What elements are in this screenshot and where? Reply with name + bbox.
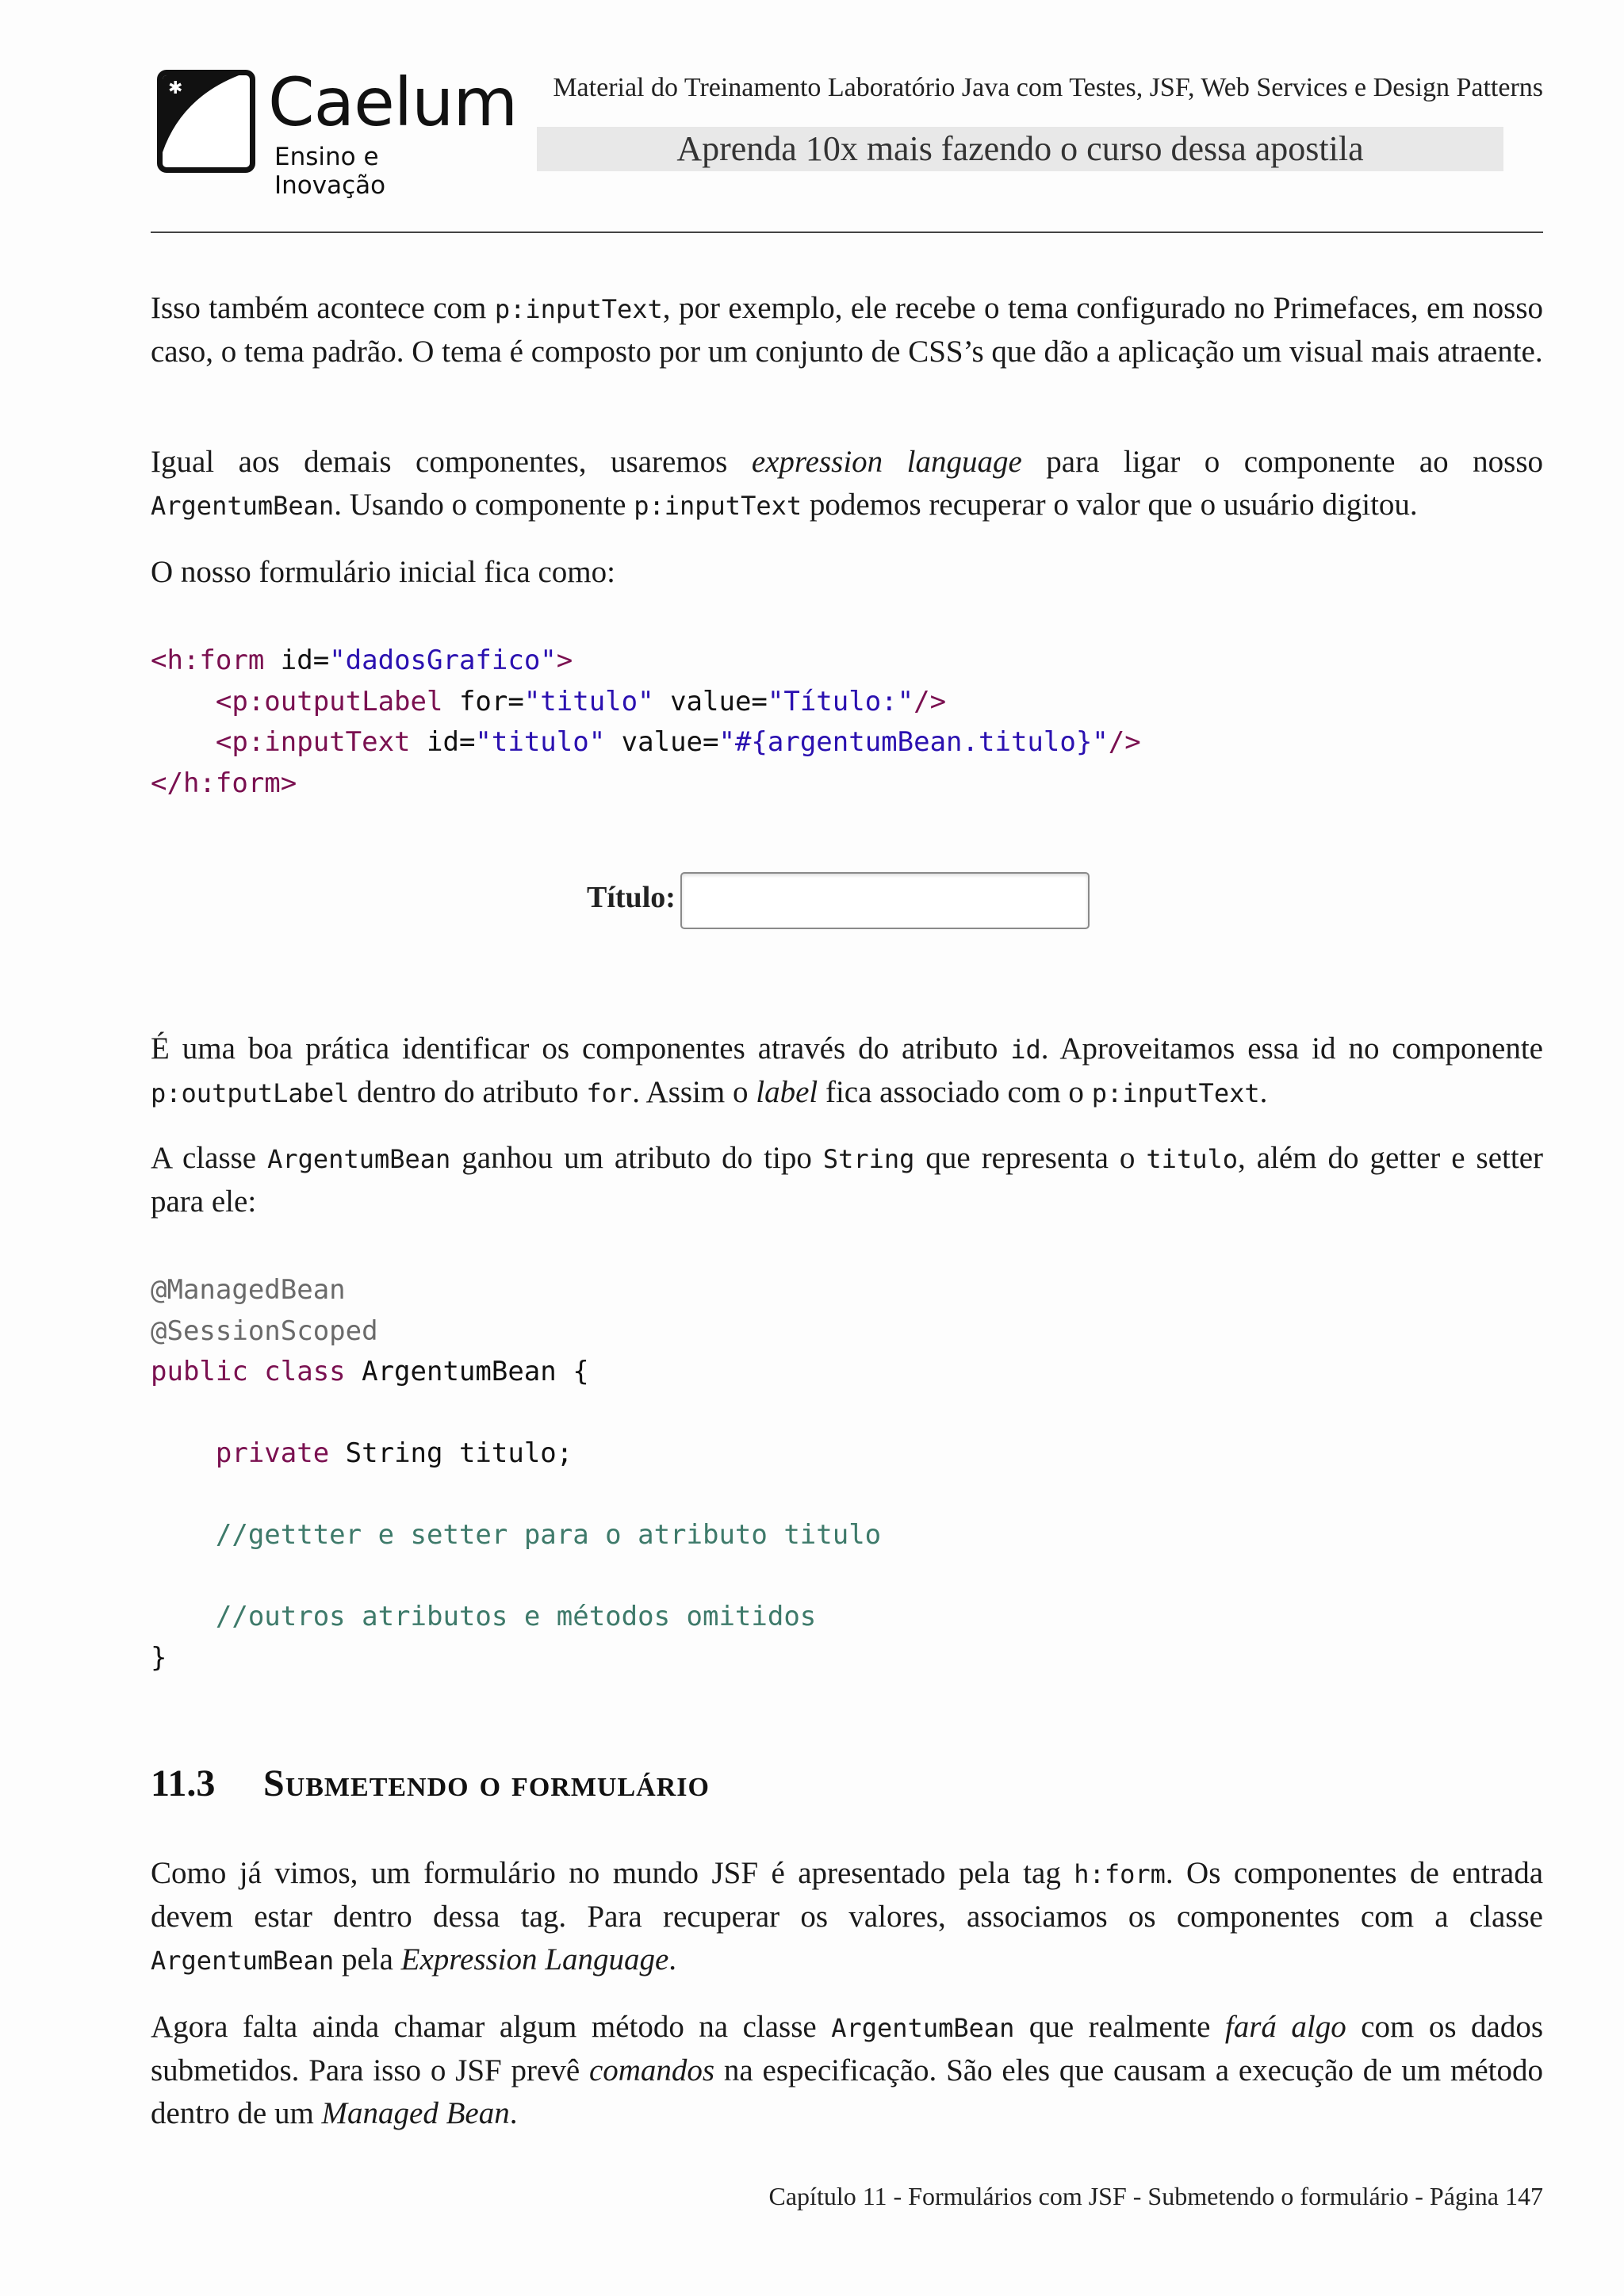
header-cta-banner[interactable]: Aprenda 10x mais fazendo o curso dessa apostila [537,127,1503,171]
titulo-label: Título: [587,881,676,914]
logo-name: Caelum [268,63,518,141]
svg-text:✱: ✱ [168,78,183,98]
code-block-xhtml: <h:form id="dadosGrafico"> <p:outputLabel for="titulo" value="Título:"/> <p:inputText id="titulo" value="#{argentumBean.titulo}"/> </h:form> [151,645,1141,799]
paragraph-3: O nosso formulário inicial fica como: [151,555,615,589]
paragraph-5: A classe ArgentumBean ganhou um atributo do tipo String que representa o titulo, além do getter e setter para ele: [151,1141,1544,1219]
document-page [151,0,1543,2296]
logo-tagline: Ensino e Inovação [274,143,386,200]
header-title: Material do Treinamento Laboratório Java com Testes, JSF, Web Services e Design Patterns [553,73,1543,102]
logo-mark-icon [157,70,255,173]
paragraph-2: Igual aos demais componentes, usaremos expression language para ligar o componente ao nosso ArgentumBean. Usando o componente p:inputText podemos recuperar o valor que o usuário digitou. [151,445,1544,522]
page-header [151,63,1543,200]
page-footer: Capítulo 11 - Formulários com JSF - Submetendo o formulário - Página 147 [768,2182,1543,2210]
paragraph-6: Como já vimos, um formulário no mundo JSF é apresentado pela tag h:form. Os componentes de entrada devem estar dentro dessa tag. Para recuperar os valores, associamos os componentes com a classe ArgentumBean pela Expression Language. [151,1856,1544,1976]
caelum-logo [157,63,518,200]
header-divider [151,232,1543,233]
paragraph-1: Isso também acontece com p:inputText, por exemplo, ele recebe o tema configurado no Primefaces, em nosso caso, o tema padrão. O tema é composto por um conjunto de CSS’s que dão a aplicação um visual mais atraente. [151,291,1544,369]
section-heading: 11.3 Submetendo o formulário [151,1762,710,1804]
paragraph-7: Agora falta ainda chamar algum método na classe ArgentumBean que realmente fará algo com os dados submetidos. Para isso o JSF prevê comandos na especificação. São eles que causam a execução de um método dentro de um Managed Bean. [151,2010,1544,2130]
titulo-input[interactable] [680,872,1090,929]
form-preview [587,871,1094,934]
code-block-java: @ManagedBean @SessionScoped public class ArgentumBean { private String titulo; //gettter e setter para o atributo titulo //outros atributos e métodos omitidos } [151,1274,882,1674]
paragraph-4: É uma boa prática identificar os componentes através do atributo id. Aproveitamos essa id no componente p:outputLabel dentro do atributo for. Assim o label fica associado com o p:inputText. [151,1031,1543,1109]
